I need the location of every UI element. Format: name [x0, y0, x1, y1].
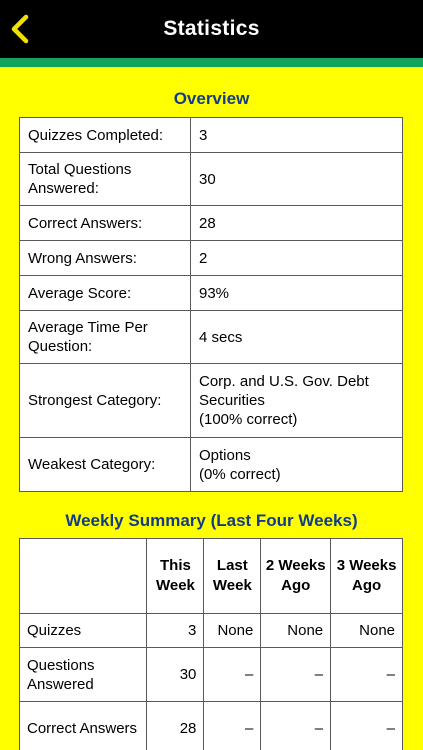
table-row: [20, 153, 403, 206]
row-label: Questions Answered: [20, 648, 147, 702]
column-header-last-week: Last Week: [204, 539, 261, 614]
cell-value: None: [331, 614, 403, 648]
row-label: Quizzes: [20, 614, 147, 648]
row-value: 28: [191, 206, 403, 241]
stats-content[interactable]: [0, 67, 423, 750]
table-row: [20, 364, 403, 438]
row-label: Wrong Answers:: [20, 241, 191, 276]
weekly-summary-title: Weekly Summary (Last Four Weeks): [65, 511, 358, 530]
table-row: [20, 438, 403, 492]
row-value: [191, 364, 403, 438]
table-row: [20, 206, 403, 241]
table-row: [20, 276, 403, 311]
row-label: Correct Answers:: [20, 206, 191, 241]
overview-title: Overview: [173, 89, 250, 108]
row-value: 30: [191, 153, 403, 206]
nav-bar: [0, 0, 423, 58]
cell-value: None: [204, 614, 261, 648]
row-label: Correct Answers: [20, 702, 147, 750]
row-label: Weakest Category:: [20, 438, 191, 492]
cell-value: –: [204, 648, 261, 702]
cell-value: –: [261, 702, 331, 750]
cell-value: 28: [147, 702, 204, 750]
column-header-blank: [20, 539, 147, 614]
column-header-3-weeks-ago: 3 Weeks Ago: [331, 539, 403, 614]
table-row: [20, 241, 403, 276]
strongest-category-percent: (100% correct): [199, 411, 298, 428]
weekly-summary-table: [19, 538, 403, 750]
cell-value: –: [331, 648, 403, 702]
row-value: 2: [191, 241, 403, 276]
row-label: Average Score:: [20, 276, 191, 311]
row-value: 93%: [191, 276, 403, 311]
row-value: 3: [191, 118, 403, 153]
header-accent-bar: [0, 58, 423, 67]
weakest-category-percent: (0% correct): [199, 465, 281, 483]
cell-value: 30: [147, 648, 204, 702]
row-label: Average Time Per Question:: [20, 311, 191, 364]
weakest-category-name: Options: [199, 446, 251, 464]
row-value: [191, 438, 403, 492]
table-row: [20, 702, 403, 750]
strongest-category-name: Corp. and U.S. Gov. Debt Securities: [199, 373, 369, 409]
row-value: 4 secs: [191, 311, 403, 364]
column-header-2-weeks-ago: 2 Weeks Ago: [261, 539, 331, 614]
row-label: Strongest Category:: [20, 364, 191, 438]
page-title: Statistics: [163, 17, 260, 40]
row-label: Quizzes Completed:: [20, 118, 191, 153]
cell-value: None: [261, 614, 331, 648]
table-row: [20, 118, 403, 153]
overview-table: [19, 117, 403, 492]
table-row: [20, 311, 403, 364]
cell-value: –: [331, 702, 403, 750]
cell-value: –: [261, 648, 331, 702]
row-label: Total Questions Answered:: [20, 153, 191, 206]
cell-value: 3: [147, 614, 204, 648]
column-header-this-week: This Week: [147, 539, 204, 614]
table-row: [20, 648, 403, 702]
table-header-row: [20, 539, 403, 614]
cell-value: –: [204, 702, 261, 750]
table-row: [20, 614, 403, 648]
